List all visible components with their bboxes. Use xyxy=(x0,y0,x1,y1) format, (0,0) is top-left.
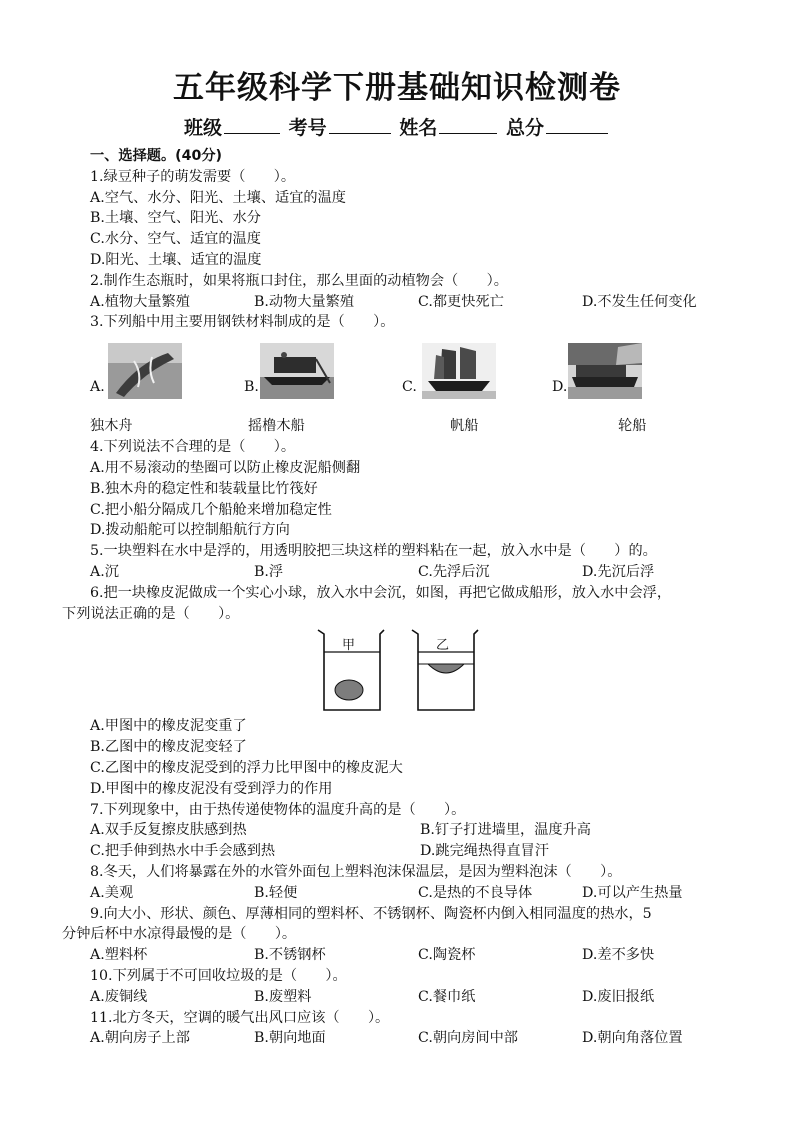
question-7-stem: 7.下列现象中，由于热传递使物体的温度升高的是（ ）。 xyxy=(90,801,466,818)
page-title: 五年级科学下册基础知识检测卷 xyxy=(173,70,621,106)
question-6-option-a: A.甲图中的橡皮泥变重了 xyxy=(90,718,247,735)
question-9-option-a: A.塑料杯 xyxy=(90,947,148,964)
section-heading: 一、选择题。(40分) xyxy=(90,148,223,164)
name-blank[interactable] xyxy=(439,117,497,134)
question-11-option-d: D.朝向角落位置 xyxy=(582,1030,683,1047)
caption-steamship: 轮船 xyxy=(618,418,647,435)
question-10-option-d: D.废旧报纸 xyxy=(582,988,655,1005)
question-1-option-a: A.空气、水分、阳光、土壤、适宜的温度 xyxy=(90,189,346,206)
question-7-options-row-2 xyxy=(90,841,750,862)
question-8-option-b: B.轻便 xyxy=(254,884,298,901)
question-7-option-b: B.钉子打进墙里，温度升高 xyxy=(420,822,591,839)
question-6-option-b: B.乙图中的橡皮泥变轻了 xyxy=(90,739,247,756)
question-11-options xyxy=(90,1028,750,1049)
question-4-option-d: D.拨动船舵可以控制船航行方向 xyxy=(90,522,290,539)
question-2-option-d: D.不发生任何变化 xyxy=(582,293,697,310)
score-blank[interactable] xyxy=(546,117,608,134)
question-3-stem: 3.下列船中用主要用钢铁材料制成的是（ ）。 xyxy=(90,314,395,331)
question-2-option-a: A.植物大量繁殖 xyxy=(90,293,190,310)
question-10-options xyxy=(90,987,750,1008)
question-5-stem: 5.一块塑料在水中是浮的，用透明胶把三块这样的塑料粘在一起，放入水中是（ ）的。 xyxy=(90,543,657,560)
question-5-option-d: D.先沉后浮 xyxy=(582,563,655,580)
beaker-jia-label: 甲 xyxy=(342,638,356,654)
question-9-option-d: D.差不多快 xyxy=(582,947,655,964)
steamship-photo xyxy=(568,343,642,399)
question-9-options xyxy=(90,945,750,966)
beaker-diagram xyxy=(90,624,750,716)
dugout-canoe-photo xyxy=(108,343,182,399)
question-7-options-row-1 xyxy=(90,820,750,841)
question-9-option-b: B.不锈钢杯 xyxy=(254,947,326,964)
question-4-stem: 4.下列说法不合理的是（ ）。 xyxy=(90,439,296,456)
class-label: 班级 xyxy=(184,117,223,139)
name-label: 姓名 xyxy=(399,117,438,139)
question-5-options xyxy=(90,562,750,583)
question-1-stem: 1.绿豆种子的萌发需要（ ）。 xyxy=(90,168,296,185)
question-10-stem: 10.下列属于不可回收垃圾的是（ ）。 xyxy=(90,967,347,984)
question-10-option-b: B.废塑料 xyxy=(254,988,312,1005)
beaker-yi-label: 乙 xyxy=(436,638,450,654)
question-5-option-b: B.浮 xyxy=(254,563,284,580)
question-3-option-d: D. xyxy=(552,379,568,396)
caption-dugout-canoe: 独木舟 xyxy=(90,418,133,435)
question-8-options xyxy=(90,883,750,904)
rowing-boat-photo xyxy=(260,343,334,399)
question-9-stem-line-1: 9.向大小、形状、颜色、厚薄相同的塑料杯、不锈钢杯、陶瓷杯内倒入相同温度的热水，5 xyxy=(90,905,652,922)
question-2-option-c: C.都更快死亡 xyxy=(418,293,504,310)
question-11-option-c: C.朝向房间中部 xyxy=(418,1030,518,1047)
question-11-option-a: A.朝向房子上部 xyxy=(90,1030,190,1047)
exam-no-label: 考号 xyxy=(288,117,327,139)
question-5-option-c: C.先浮后沉 xyxy=(418,563,490,580)
question-8-option-d: D.可以产生热量 xyxy=(582,884,683,901)
question-8-option-a: A.美观 xyxy=(90,884,134,901)
student-info-line xyxy=(0,113,794,140)
question-6-stem-line-2: 下列说法正确的是（ ）。 xyxy=(62,605,240,622)
question-1-option-d: D.阳光、土壤、适宜的温度 xyxy=(90,251,262,268)
question-6-stem-line-1: 6.把一块橡皮泥做成一个实心小球，放入水中会沉，如图，再把它做成船形，放入水中会浮， xyxy=(90,584,672,601)
question-1-option-b: B.土壤、空气、阳光、水分 xyxy=(90,210,261,227)
class-blank[interactable] xyxy=(224,117,280,134)
question-7-option-c: C.把手伸到热水中手会感到热 xyxy=(90,843,276,860)
question-10-option-c: C.餐巾纸 xyxy=(418,988,476,1005)
question-list xyxy=(62,146,750,1049)
question-9-stem-line-2: 分钟后杯中水凉得最慢的是（ ）。 xyxy=(62,926,297,943)
question-1-option-c: C.水分、空气、适宜的温度 xyxy=(90,231,261,248)
question-3-option-a: A. xyxy=(90,379,105,396)
question-6-beaker-figure xyxy=(90,624,750,716)
question-7-option-d: D.跳完绳热得直冒汗 xyxy=(420,843,549,860)
clay-boat xyxy=(428,664,464,673)
exam-no-blank[interactable] xyxy=(329,117,391,134)
sailboat-photo xyxy=(422,343,496,399)
question-5-option-a: A.沉 xyxy=(90,563,119,580)
question-2-stem: 2.制作生态瓶时，如果将瓶口封住，那么里面的动植物会（ ）。 xyxy=(90,272,508,289)
question-4-option-a: A.用不易滚动的垫圈可以防止橡皮泥船侧翻 xyxy=(90,459,361,476)
question-8-stem: 8.冬天，人们将暴露在外的水管外面包上塑料泡沫保温层，是因为塑料泡沫（ ）。 xyxy=(90,863,622,880)
question-3-image-row xyxy=(90,333,750,409)
question-7-option-a: A.双手反复擦皮肤感到热 xyxy=(90,822,247,839)
score-label: 总分 xyxy=(505,117,544,139)
question-10-option-a: A.废铜线 xyxy=(90,988,148,1005)
caption-sailboat: 帆船 xyxy=(450,418,479,435)
question-3-caption-row xyxy=(90,409,750,437)
question-2-options xyxy=(90,292,750,313)
question-11-option-b: B.朝向地面 xyxy=(254,1030,326,1047)
question-3-option-b: B. xyxy=(244,379,259,396)
caption-rowing-boat: 摇橹木船 xyxy=(248,418,305,435)
clay-ball xyxy=(335,680,363,700)
question-4-option-c: C.把小船分隔成几个船舱来增加稳定性 xyxy=(90,501,332,518)
question-8-option-c: C.是热的不良导体 xyxy=(418,884,533,901)
question-4-option-b: B.独木舟的稳定性和装载量比竹筏好 xyxy=(90,480,318,497)
question-6-option-d: D.甲图中的橡皮泥没有受到浮力的作用 xyxy=(90,780,333,797)
question-2-option-b: B.动物大量繁殖 xyxy=(254,293,355,310)
question-11-stem: 11.北方冬天，空调的暖气出风口应该（ ）。 xyxy=(90,1009,390,1026)
question-9-option-c: C.陶瓷杯 xyxy=(418,947,476,964)
question-6-option-c: C.乙图中的橡皮泥受到的浮力比甲图中的橡皮泥大 xyxy=(90,759,403,776)
question-3-option-c: C. xyxy=(402,379,417,396)
